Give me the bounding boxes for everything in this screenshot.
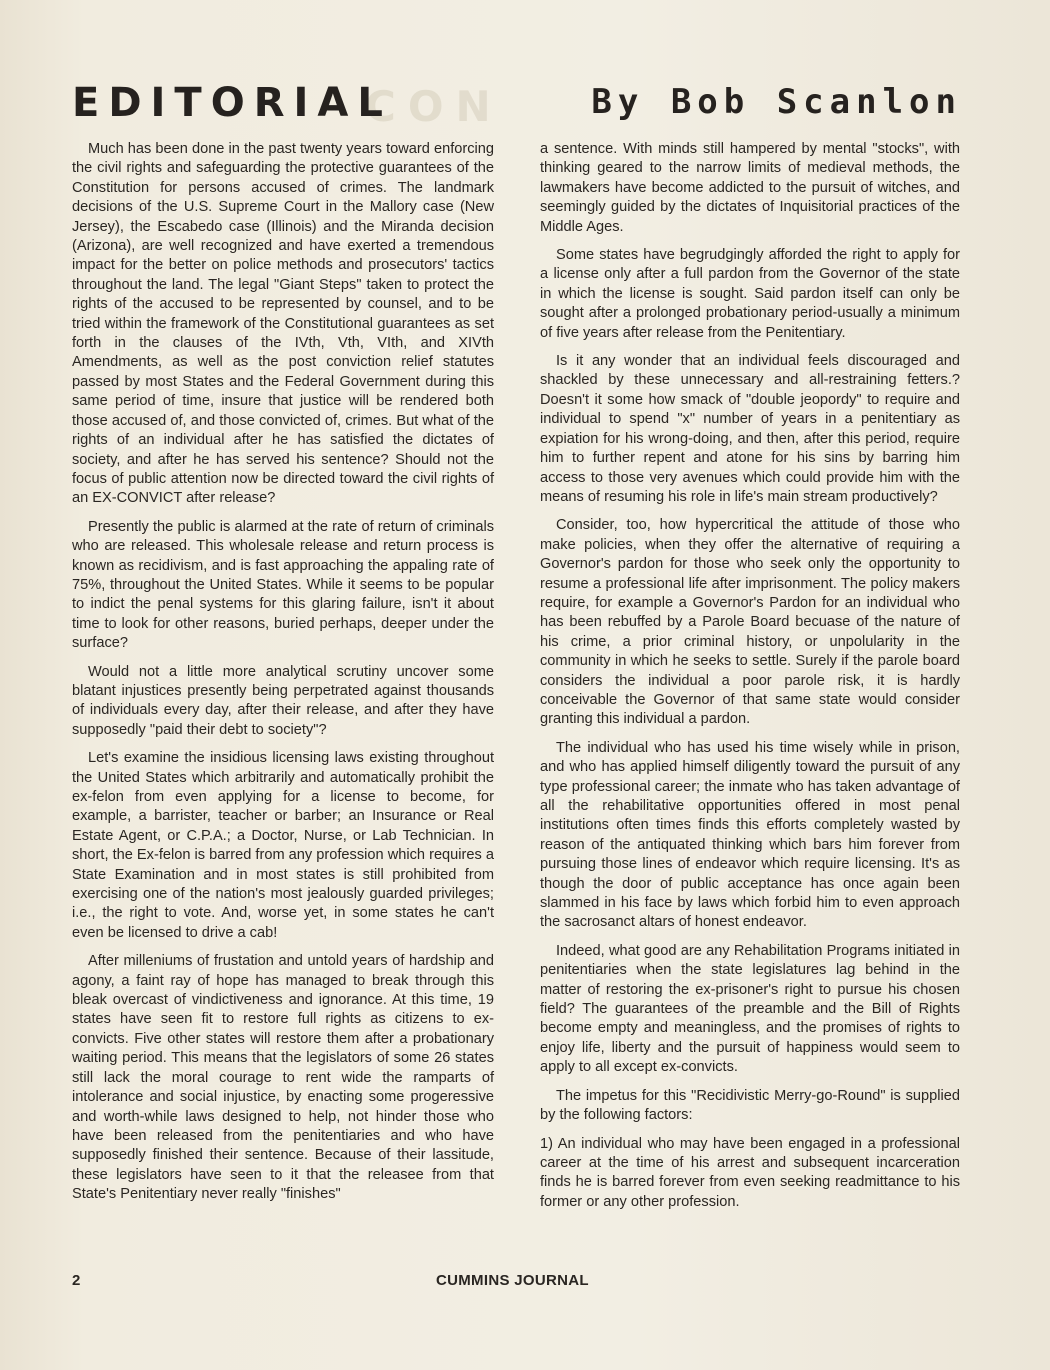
- paragraph: The impetus for this "Recidivistic Merry-go-Round" is supplied by the following factors:: [540, 1087, 960, 1124]
- paragraph: After milleniums of frustation and untold years of hardship and agony, a faint ray of hope has managed to break through this bleak overcast of vindictiveness and ignorance. At this time, 19 states have seen fit to restore full rights as citizens to ex-convicts. Five other states will restore them after a probationary waiting period. This means that the legislators of some 26 states still lack the moral courage to rent wide the ramparts of intolerance and social injustice, by enacting some progeressive and worth-while laws designed to help, not hinder those who have been released from the penitentiaries and who have supposedly finished their sentence. Because of their lassitude, these legislators have seen to it that the releasee from that State's Penitentiary never really "finishes": [72, 953, 494, 1203]
- paragraph: Would not a little more analytical scrutiny uncover some blatant injustices presently being perpetrated against thousands of individuals every day, after their release, and after they have supposedly "paid their debt to society"?: [72, 663, 494, 738]
- paragraph: The individual who has used his time wisely while in prison, and who has applied himself diligently toward the pursuit of any type professional career; the inmate who has taken advantage of all the rehabilitative opportunities offered in most penal institutions often times finds this efforts completely wasted by reason of the antiquated thinking which bars him forever from pursuing those lines of endeavor which require licensing. It's as though the door of public acceptance has once again been slammed in his face by laws which forbid him to even approach the sacrosanct altars of honest endeavor.: [540, 739, 960, 931]
- paragraph: Indeed, what good are any Rehabilitation Programs initiated in penitentiaries when the state legislatures lag behind in the matter of restoring the ex-prisoner's right to pursue his chosen field? The guarantees of the preamble and the Bill of Rights become empty and meaningless, and the promises of rights to enjoy life, liberty and the pursuit of happiness would seem to apply to all except ex-convicts.: [540, 942, 960, 1076]
- editorial-heading: EDITORIAL: [72, 80, 392, 126]
- author-byline: By Bob Scanlon: [591, 82, 962, 122]
- left-column: [72, 140, 494, 1214]
- paragraph: 1) An individual who may have been engaged in a professional career at the time of his arrest and subsequent incarceration finds he is barred forever from even seeking readmittance to his former or any other profession.: [540, 1135, 960, 1210]
- paragraph: a sentence. With minds still hampered by mental "stocks", with thinking geared to the narrow limits of medieval methods, the lawmakers have become addicted to the pursuit of witches, and seemingly guided by the dictates of Inquisitorial practices of the Middle Ages.: [540, 141, 960, 235]
- paragraph: Much has been done in the past twenty years toward enforcing the civil rights and safeguarding the protective guarantees of the Constitution for persons accused of crimes. The landmark decisions of the U.S. Supreme Court in the Mallory case (New Jersey), the Escabedo case (Illinois) and the Miranda decision (Arizona), are well recognized and have exerted a tremendous impact for the better on police methods and prosecutors' tactics throughout the land. The legal "Giant Steps" taken to protect the rights of the accused to be represented by counsel, and to be tried within the framework of the Constitutional guarantees as set forth in the clauses of the IVth, Vth, VIth, and XIVth Amendments, as well as the post conviction relief statutes passed by most States and the Federal Government during this same period of time, insure that justice will be rendered both those accused of, and those convicted of, crimes. But what of the rights of an individual after he has satisfied the dictates of society, and after he has served his sentence? Should not the focus of public attention now be directed toward the civil rights of an EX-CONVICT after release?: [72, 141, 494, 507]
- paragraph: Some states have begrudgingly afforded the right to apply for a license only after a full pardon from the Governor of the state in which the license is sought. Said pardon itself can only be sought after a prolonged probationary period-usually a minimum of five years after release from the Penitentiary.: [540, 247, 960, 341]
- paragraph: Is it any wonder that an individual feels discouraged and shackled by these unnecessary and all-restraining fetters.? Doesn't it some how smack of "double jeopordy" to require and individual to spend "x" number of years in a penitentiary as expiation for his wrong-doing, and then, after this period, require him to further repent and atone for his sins by barring him access to those very avenues which could provide him with the means of resuming his role in life's main stream productively?: [540, 353, 960, 505]
- page-number: 2: [72, 1272, 81, 1289]
- paragraph: Let's examine the insidious licensing laws existing throughout the United States which arbitrarily and automatically prohibit the ex-felon from even applying for a license to become, for example, a barrister, teacher or barber; an Insurance or Real Estate Agent, or C.P.A.; a Doctor, Nurse, or Lab Technician. In short, the Ex-felon is barred from any profession which requires a State Examination and in most states is still prohibited from exercising one of the nation's most jealously guarded privileges; i.e., the right to vote. And, worse yet, in some states he can't even be licensed to drive a cab!: [72, 750, 494, 941]
- right-column: [540, 140, 960, 1221]
- paragraph: Presently the public is alarmed at the rate of return of criminals who are released. This wholesale release and return process is known as recidivism, and is fast approaching the appaling rate of 75%, throughout the United States. While it seems to be popular to indict the penal systems for this glaring failure, isn't it about time to look for other reasons, buried perhaps, deeper under the surface?: [72, 518, 494, 652]
- paragraph: Consider, too, how hypercritical the attitude of those who make policies, when they offer the alternative of requiring a Governor's pardon for those who seek only the opportunity to resume a professional life after imprisonment. The policy makers require, for example a Governor's Pardon for an individual who has been rebuffed by a Parole Board becuase of the nature of his crime, a prior criminal history, or unpolularity in the community in which he seeks to settle. Surely if the parole board considers the individual a poor parole risk, it is hardly conceivable the Governor of that same state would consider granting this individual a pardon.: [540, 517, 960, 728]
- publication-name: CUMMINS JOURNAL: [436, 1272, 589, 1289]
- bleed-through-heading: CON: [365, 82, 503, 131]
